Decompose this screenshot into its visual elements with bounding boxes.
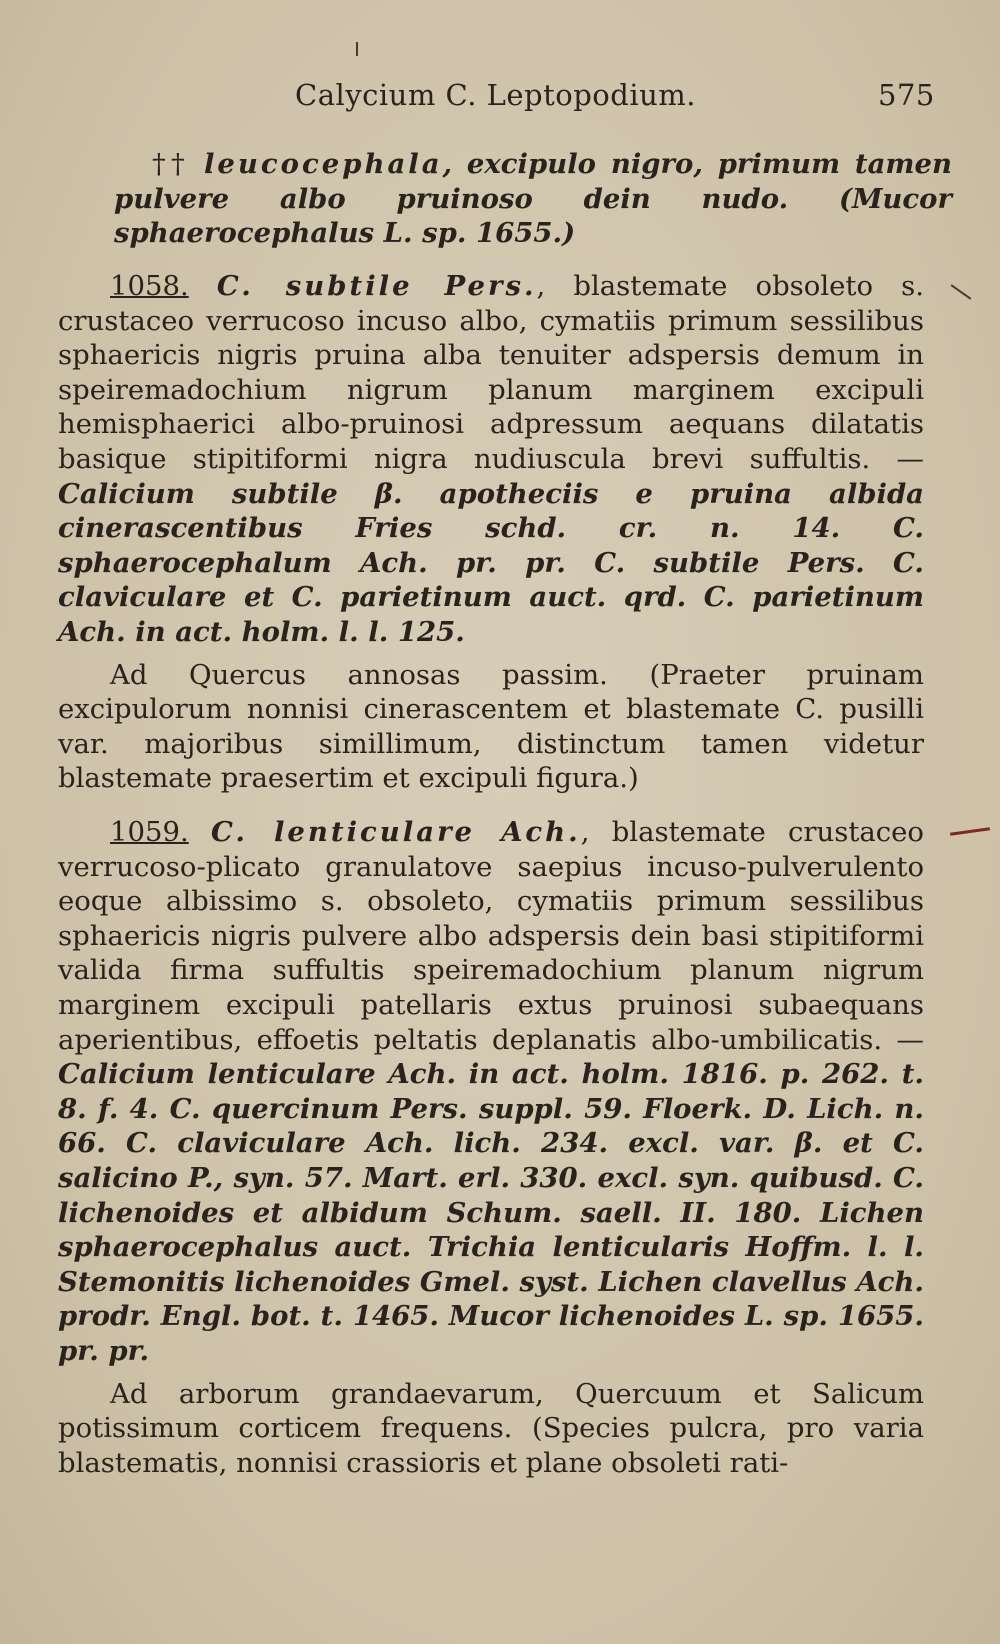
entry-1059-number: 1059. [110,816,189,848]
entry-1059 [58,815,924,1480]
intro-paragraph [86,147,952,251]
entry-1059-habitat: Ad arborum grandaevarum, Quercuum et Salicum potissimum corticem frequens. (Species pulcra, pro varia blastematis, nonnisi crassioris et plane obsoleti rati- [58,1377,924,1479]
running-header [0,78,1000,118]
entry-1058-name: C. subtile Pers. [216,270,537,302]
intro-name: leucocephala [203,148,443,180]
entry-1058-number: 1058. [110,270,189,302]
entry-1058-synonyms: Calicium subtile β. apotheciis e pruina albida cinerascentibus Fries schd. cr. n. 14. C. sphaerocephalum Ach. pr. pr. C. subtile Pers. C. claviculare et C. parietinum auct. qrd. C. parietinum Ach. in act. holm. l. l. 125. [58,477,924,648]
margin-pencil-mark [951,284,972,299]
entry-1059-description: , blastemate crustaceo verrucoso-plicato granulatove saepius incuso-pulverulento eoque albissimo s. obsoleto, cymatiis primum sessilibus sphaericis nigris pulvere albo adspersis dein basi stipitiformi valida firma suffultis speiremadochium planum nigrum marginem excipuli patellaris extus pruinosi subaequans aperientibus, effoetis peltatis deplanatis albo-umbilicatis. — [58,816,924,1056]
entry-1058-main [58,269,924,650]
running-title: Calycium C. Leptopodium. [295,78,696,112]
entry-1059-name: C. lenticulare Ach. [210,816,581,848]
entry-1058 [58,269,924,796]
intro-text: , excipulo nigro, primum tamen pulvere albo pruinoso dein nudo. (Mucor sphaerocephalus L. sp. 1655.) [114,148,952,250]
entry-1058-description: , blastemate obsoleto s. crustaceo verrucoso incuso albo, cymatiis primum sessilibus sphaericis nigris pruina alba tenuiter adspersis demum in speiremadochium nigrum planum marginem excipuli hemisphaerici albo-pruinosi adpressum aequans dilatatis basique stipitiformi nigra nudiuscula brevi suffultis. — [58,270,924,475]
page-number: 575 [878,78,935,112]
intro-prefix: †† [152,148,204,180]
entry-1058-habitat: Ad Quercus annosas passim. (Praeter pruinam excipulorum nonnisi cinerascentem et blastemate C. pusilli var. majoribus simillimum, distinctum tamen videtur blastemate praesertim et excipuli figura.) [58,658,924,795]
red-margin-mark [950,827,990,836]
entry-1059-main [58,815,924,1369]
entry-1059-synonyms: Calicium lenticulare Ach. in act. holm. 1816. p. 262. t. 8. f. 4. C. quercinum Pers. suppl. 59. Floerk. D. Lich. n. 66. C. claviculare Ach. lich. 234. excl. var. β. et C. salicino P., syn. 57. Mart. erl. 330. excl. syn. quibusd. C. lichenoides et albidum Schum. saell. II. 180. Lichen sphaerocephalus auct. Trichia lenticularis Hoffm. l. l. Stemonitis lichenoides Gmel. syst. Lichen clavellus Ach. prodr. Engl. bot. t. 1465. Mucor lichenoides L. sp. 1655. pr. pr. [58,1058,924,1367]
header-pencil-tick [356,42,358,56]
